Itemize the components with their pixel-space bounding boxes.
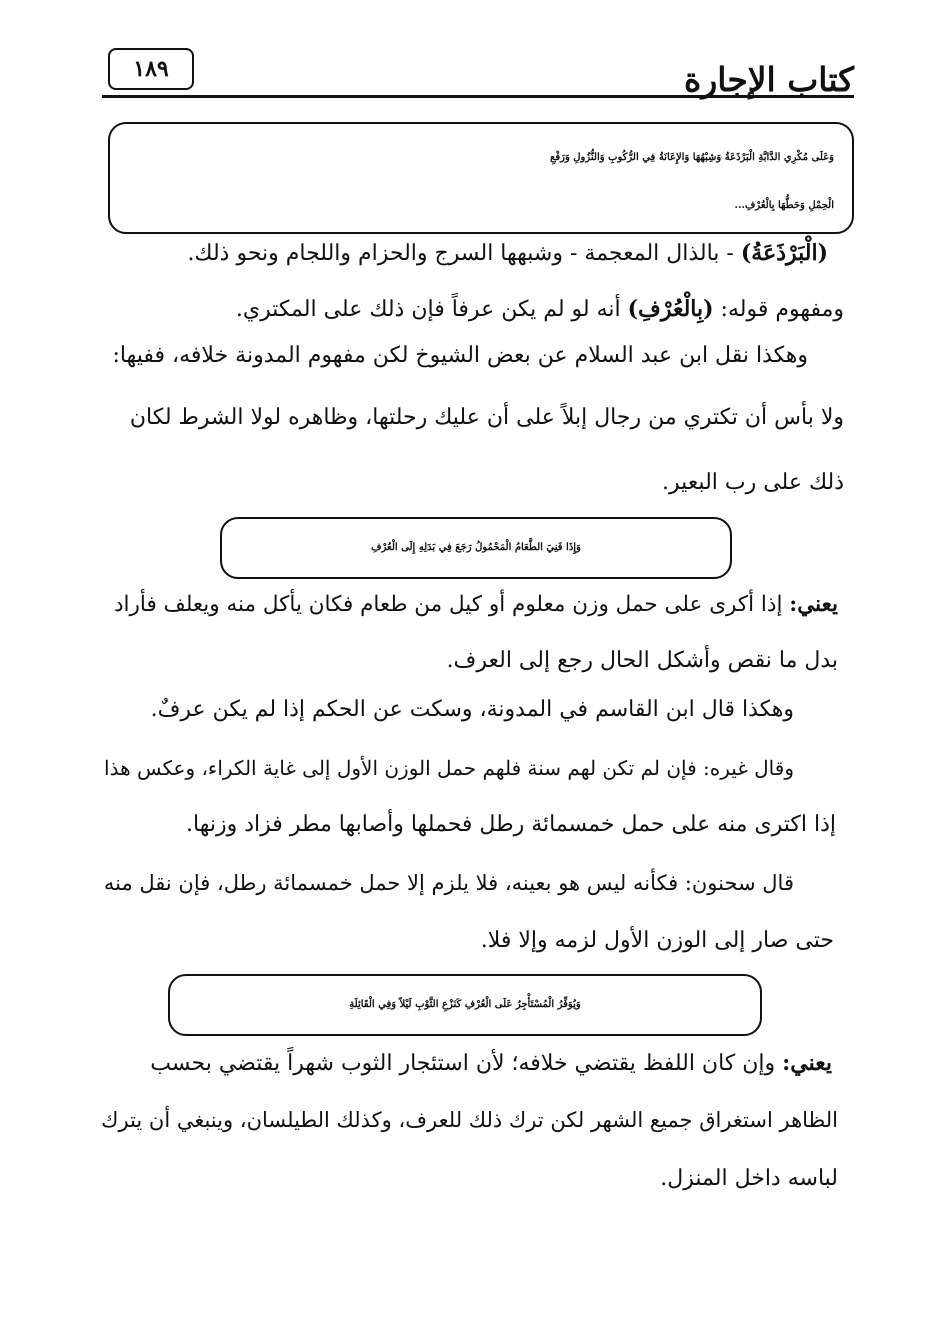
page-number: ١٨٩ (133, 56, 169, 82)
matn-1-line-2: الْحِمْلِ وَحَطُّهَا بِالْعُرْفِ... (734, 200, 834, 211)
sharh-2-para-4-line-1: قال سحنون: فكأنه ليس هو بعينه، فلا يلزم إلا حمل خمسمائة رطل، فإن نقل منه (103, 871, 794, 895)
sharh-2-para-4-line-2: حتى صار إلى الوزن الأول لزمه وإلا فلا. (480, 928, 834, 953)
header-rule (102, 95, 854, 98)
matn-1-line-1: وَعَلَى مُكْرِي الدَّابَّةِ الْبَرْذَعَةُ وَشِبْهُهَا وَالإِعَانَةُ فِي الرُّكُوبِ وَالنُّزُولِ وَرَفْعِ (550, 152, 834, 163)
sharh-1-para-1 (187, 240, 828, 266)
sharh-1-para-3-line-1: وهكذا نقل ابن عبد السلام عن بعض الشيوخ لكن مفهوم المدونة خلافه، ففيها: (112, 343, 808, 368)
sharh-3-para-1-line-1 (150, 1050, 832, 1076)
sharh-1-para-2-text: أنه لو لم يكن عرفاً فإن ذلك على المكتري. (235, 297, 621, 322)
term-bil-urf: (بِالْعُرْفِ) (627, 296, 714, 322)
sharh-1-para-3-line-3: ذلك على رب البعير. (662, 470, 844, 495)
sharh-1-para-2 (236, 296, 844, 322)
sharh-1-para-2-lead: ومفهوم قوله: (720, 297, 844, 322)
matn-box-3 (168, 974, 762, 1036)
sharh-1-para-1-text: - بالذال المعجمة - وشبهها السرج والحزام واللجام ونحو ذلك. (187, 241, 734, 266)
running-title: كتاب الإجارة (684, 60, 854, 99)
sharh-3-para-1-line-3: لباسه داخل المنزل. (660, 1166, 838, 1191)
sharh-2-para-1-line-1 (114, 592, 838, 617)
matn-3-text: وَيُوَفِّرُ الْمُسْتَأْجِرُ عَلَى الْعُرْفِ كَنَزْعِ الثَّوْبِ لَيْلاً وَفِي الْقَائِلَةِ (349, 999, 581, 1010)
page-number-box (108, 48, 194, 90)
sharh-2-para-3-line-2: إذا اكترى منه على حمل خمسمائة رطل فحملها وأصابها مطر فزاد وزنها. (186, 812, 836, 837)
matn-box-1 (108, 122, 854, 234)
sharh-2-para-3-line-1: وقال غيره: فإن لم تكن لهم سنة فلهم حمل الوزن الأول إلى غاية الكراء، وعكس هذا (104, 756, 794, 780)
term-bardhaa: (الْبَرْذَعَةُ) (740, 240, 828, 266)
sharh-2-para-1-text: إذا أكرى على حمل وزن معلوم أو كيل من طعام فكان يأكل منه ويعلف فأراد (113, 592, 783, 617)
sharh-2-para-2: وهكذا قال ابن القاسم في المدونة، وسكت عن الحكم إذا لم يكن عرفٌ. (150, 697, 794, 722)
matn-box-2 (220, 517, 732, 579)
sharh-3-para-1-text: وإن كان اللفظ يقتضي خلافه؛ لأن استئجار الثوب شهراً يقتضي بحسب (150, 1051, 776, 1076)
sharh-2-para-1-line-2: بدل ما نقص وأشكل الحال رجع إلى العرف. (446, 648, 838, 673)
sharh-1-para-3-line-2: ولا بأس أن تكتري من رجال إبلاً على أن عليك رحلتها، وظاهره لولا الشرط لكان (129, 405, 844, 430)
yani-lead-1: يعني: (789, 592, 838, 617)
sharh-3-para-1-line-2: الظاهر استغراق جميع الشهر لكن ترك ذلك للعرف، وكذلك الطيلسان، وينبغي أن يترك (101, 1108, 838, 1132)
matn-2-text: وَإِذَا فَنِيَ الطَّعَامُ الْمَحْمُولُ رَجَعَ فِي بَدَلِهِ إِلَى الْعُرْفِ (371, 542, 581, 553)
yani-lead-2: يعني: (782, 1050, 832, 1076)
